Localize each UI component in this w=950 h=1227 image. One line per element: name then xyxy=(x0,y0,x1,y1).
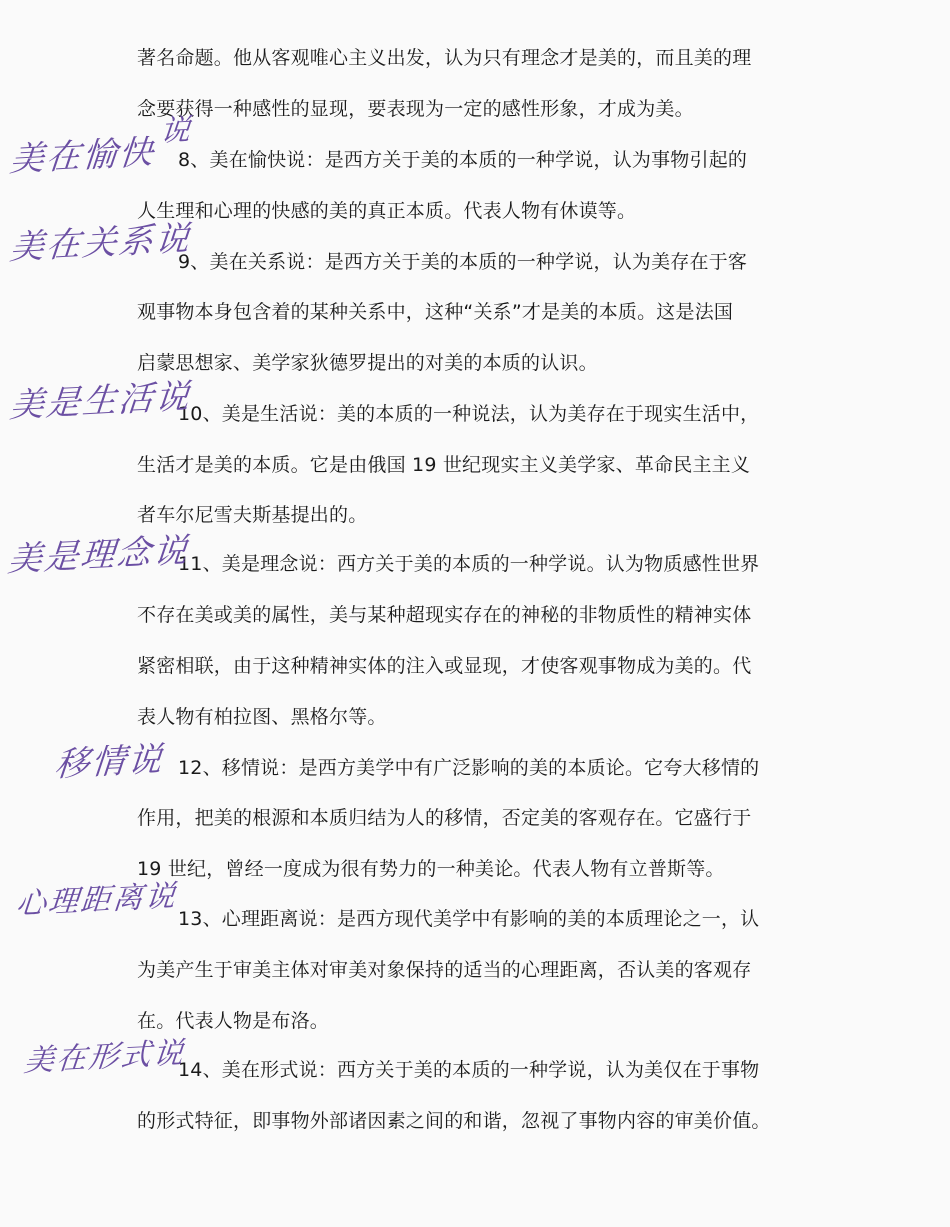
text-line: 表人物有柏拉图、黑格尔等。 xyxy=(137,706,387,728)
text-line: 的形式特征，即事物外部诸因素之间的和谐，忽视了事物内容的审美价值。 xyxy=(137,1110,771,1132)
text-line: 13、心理距离说：是西方现代美学中有影响的美的本质理论之一，认 xyxy=(178,908,760,930)
handwritten-note: 心理距离说 xyxy=(14,878,179,922)
handwritten-note: 美是生活说 xyxy=(8,376,193,426)
handwritten-note: 说 xyxy=(158,112,194,149)
text-line: 者车尔尼雪夫斯基提出的。 xyxy=(137,504,368,526)
text-line: 19 世纪，曾经一度成为很有势力的一种美论。代表人物有立普斯等。 xyxy=(137,858,725,880)
text-line: 著名命题。他从客观唯心主义出发，认为只有理念才是美的，而且美的理 xyxy=(137,47,752,69)
handwritten-note: 美在关系说 xyxy=(8,218,193,268)
text-line: 14、美在形式说：西方关于美的本质的一种学说，认为美仅在于事物 xyxy=(178,1059,760,1081)
text-line: 启蒙思想家、美学家狄德罗提出的对美的本质的认识。 xyxy=(137,352,598,374)
text-line: 为美产生于审美主体对审美对象保持的适当的心理距离，否认美的客观存 xyxy=(137,959,752,981)
text-line: 生活才是美的本质。它是由俄国 19 世纪现实主义美学家、革命民主主义 xyxy=(137,454,751,476)
text-line: 11、美是理念说：西方关于美的本质的一种学说。认为物质感性世界 xyxy=(178,553,760,575)
handwritten-note: 美是理念说 xyxy=(6,530,191,580)
text-line: 紧密相联，由于这种精神实体的注入或显现，才使客观事物成为美的。代 xyxy=(137,655,752,677)
text-line: 作用，把美的根源和本质归结为人的移情，否定美的客观存在。它盛行于 xyxy=(137,807,752,829)
text-line: 观事物本身包含着的某种关系中，这种“关系”才是美的本质。这是法国 xyxy=(137,301,734,323)
text-line: 8、美在愉快说：是西方关于美的本质的一种学说，认为事物引起的 xyxy=(178,149,748,171)
text-line: 12、移情说：是西方美学中有广泛影响的美的本质论。它夸大移情的 xyxy=(178,757,760,779)
handwritten-note: 美在愉快 xyxy=(8,132,157,180)
text-line: 人生理和心理的快感的美的真正本质。代表人物有休谟等。 xyxy=(137,200,637,222)
text-line: 念要获得一种感性的显现，要表现为一定的感性形象，才成为美。 xyxy=(137,98,694,120)
handwritten-note: 移情说 xyxy=(53,739,166,785)
handwritten-note: 美在形式说 xyxy=(22,1035,187,1079)
text-line: 在。代表人物是布洛。 xyxy=(137,1010,330,1032)
text-line: 10、美是生活说：美的本质的一种说法，认为美存在于现实生活中， xyxy=(178,403,760,425)
text-line: 9、美在关系说：是西方关于美的本质的一种学说，认为美存在于客 xyxy=(178,251,748,273)
text-line: 不存在美或美的属性，美与某种超现实存在的神秘的非物质性的精神实体 xyxy=(137,604,752,626)
